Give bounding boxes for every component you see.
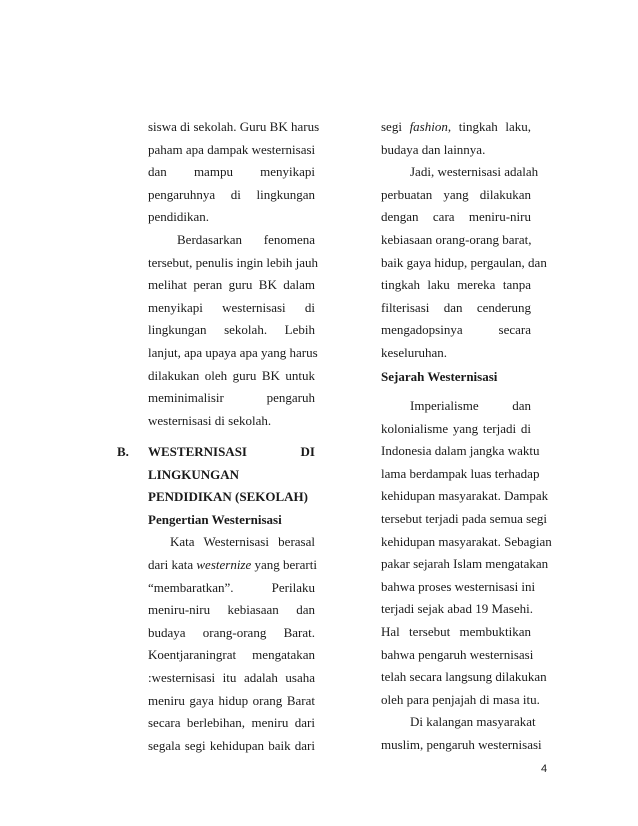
- subsection-heading: Pengertian Westernisasi: [148, 512, 282, 527]
- text-line: Hal tersebut membuktikan: [381, 624, 531, 639]
- text-line: paham apa dampak westernisasi: [148, 142, 316, 157]
- page-number: 4: [541, 763, 548, 775]
- text-line: budaya dan lainnya.: [381, 142, 486, 157]
- text-line: bahwa pengaruh westernisasi: [381, 647, 534, 662]
- text-line: lingkungan sekolah. Lebih: [148, 322, 315, 337]
- text-line: terjadi sejak abad 19 Masehi.: [381, 601, 533, 616]
- text-line: kebiasaan orang-orang barat,: [381, 232, 532, 247]
- text-line: pendidikan.: [148, 209, 210, 224]
- section-heading: PENDIDIKAN (SEKOLAH): [148, 489, 308, 504]
- text-line: :westernisasi itu adalah usaha: [148, 670, 315, 685]
- text-line: muslim, pengaruh westernisasi: [381, 737, 542, 752]
- text-line: baik gaya hidup, pergaulan, dan: [381, 255, 547, 270]
- section-letter: B.: [117, 444, 129, 459]
- text-line: meniru-niru kebiasaan dan: [148, 602, 315, 617]
- text-line: meminimalisir pengaruh: [148, 390, 315, 405]
- text-line: Berdasarkan fenomena: [177, 232, 315, 247]
- text-line: “membaratkan”. Perilaku: [148, 580, 315, 595]
- text-line: Koentjaraningrat mengatakan: [148, 647, 315, 662]
- text-line: melihat peran guru BK dalam: [148, 277, 315, 292]
- text-line: secara berlebihan, meniru dari: [148, 715, 315, 730]
- text-line: pengaruhnya di lingkungan: [148, 187, 315, 202]
- text-line: menyikapi westernisasi di: [148, 300, 315, 315]
- text-line: dilakukan oleh guru BK untuk: [148, 368, 315, 383]
- text-line: Kata Westernisasi berasal: [170, 534, 315, 549]
- text-line: Di kalangan masyarakat: [410, 714, 536, 729]
- text-line: keseluruhan.: [381, 345, 448, 360]
- text-line: Jadi, westernisasi adalah: [410, 164, 539, 179]
- text-line: dengan cara meniru-niru: [381, 209, 531, 224]
- text-line: perbuatan yang dilakukan: [381, 187, 531, 202]
- text-line: kehidupan masyarakat. Sebagian: [381, 534, 552, 549]
- subsection-heading: Sejarah Westernisasi: [381, 369, 498, 384]
- text-line: meniru gaya hidup orang Barat: [148, 693, 315, 708]
- text-line: filterisasi dan cenderung: [381, 300, 531, 315]
- text-line: Imperialisme dan: [410, 398, 531, 413]
- text-line: bahwa proses westernisasi ini: [381, 579, 536, 594]
- text-line: kehidupan masyarakat. Dampak: [381, 488, 549, 503]
- text-line: westernisasi di sekolah.: [148, 413, 272, 428]
- text-line: tersebut terjadi pada semua segi: [381, 511, 548, 526]
- text-line: lama berdampak luas terhadap: [381, 466, 540, 481]
- text-line: budaya orang-orang Barat.: [148, 625, 315, 640]
- text-line: segi fashion, tingkah laku,: [381, 119, 531, 134]
- section-heading: WESTERNISASI DI: [148, 444, 315, 459]
- text-line: tingkah laku mereka tanpa: [381, 277, 531, 292]
- text-line: mengadopsinya secara: [381, 322, 531, 337]
- text-line: oleh para penjajah di masa itu.: [381, 692, 540, 707]
- text-line: tersebut, penulis ingin lebih jauh: [148, 255, 319, 270]
- text-line: dan mampu menyikapi: [148, 164, 315, 179]
- section-heading: LINGKUNGAN: [148, 467, 240, 482]
- text-line: lanjut, apa upaya apa yang harus: [148, 345, 318, 360]
- text-line: telah secara langsung dilakukan: [381, 669, 547, 684]
- text-line: siswa di sekolah. Guru BK harus: [148, 119, 320, 134]
- text-line: segala segi kehidupan baik dari: [148, 738, 315, 753]
- text-line: kolonialisme yang terjadi di: [381, 421, 531, 436]
- text-line: dari kata westernize yang berarti: [148, 557, 317, 572]
- text-line: Indonesia dalam jangka waktu: [381, 443, 540, 458]
- text-line: pakar sejarah Islam mengatakan: [381, 556, 549, 571]
